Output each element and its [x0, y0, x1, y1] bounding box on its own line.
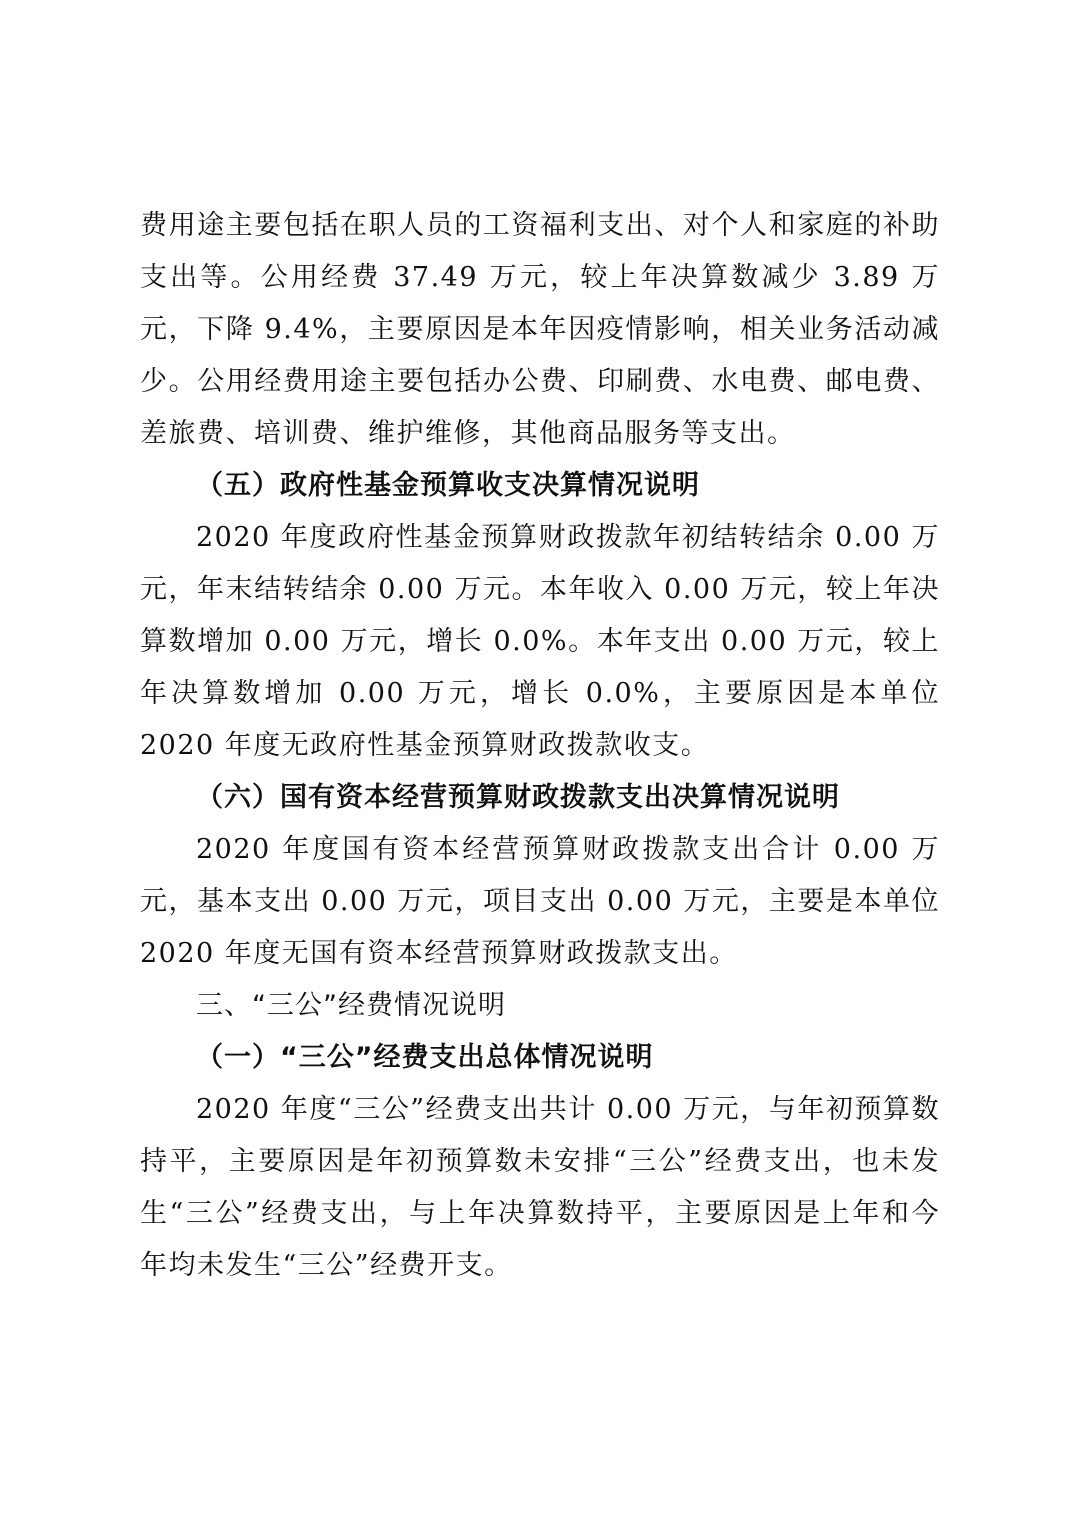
heading-three-public-overall: （一）“三公”经费支出总体情况说明	[196, 1042, 654, 1073]
document-body	[140, 200, 940, 1292]
heading-government-fund-budget: （五）政府性基金预算收支决算情况说明	[196, 470, 700, 501]
paragraph-government-fund-budget: 2020 年度政府性基金预算财政拨款年初结转结余 0.00 万元，年末结转结余 0.00 万元。本年收入 0.00 万元，较上年决算数增加 0.00 万元，增长 0.0%。本年支出 0.00 万元，较上年决算数增加 0.00 万元，增长 0.0%，主要原因是本单位 2020 年度无政府性基金预算财政拨款收支。	[140, 522, 940, 761]
section-title-three-public-expenses: 三、“三公”经费情况说明	[196, 990, 506, 1021]
paragraph-three-public-overall: 2020 年度“三公”经费支出共计 0.00 万元，与年初预算数持平，主要原因是年初预算数未安排“三公”经费支出，也未发生“三公”经费支出，与上年决算数持平，主要原因是上年和今年均未发生“三公”经费开支。	[140, 1094, 940, 1281]
paragraph-public-expenses: 费用途主要包括在职人员的工资福利支出、对个人和家庭的补助支出等。公用经费 37.49 万元，较上年决算数减少 3.89 万元，下降 9.4%，主要原因是本年因疫情影响，相关业务活动减少。公用经费用途主要包括办公费、印刷费、水电费、邮电费、差旅费、培训费、维护维修，其他商品服务等支出。	[140, 210, 940, 449]
paragraph-state-capital-budget: 2020 年度国有资本经营预算财政拨款支出合计 0.00 万元，基本支出 0.00 万元，项目支出 0.00 万元，主要是本单位 2020 年度无国有资本经营预算财政拨款支出。	[140, 834, 940, 969]
heading-state-capital-budget: （六）国有资本经营预算财政拨款支出决算情况说明	[196, 782, 840, 813]
